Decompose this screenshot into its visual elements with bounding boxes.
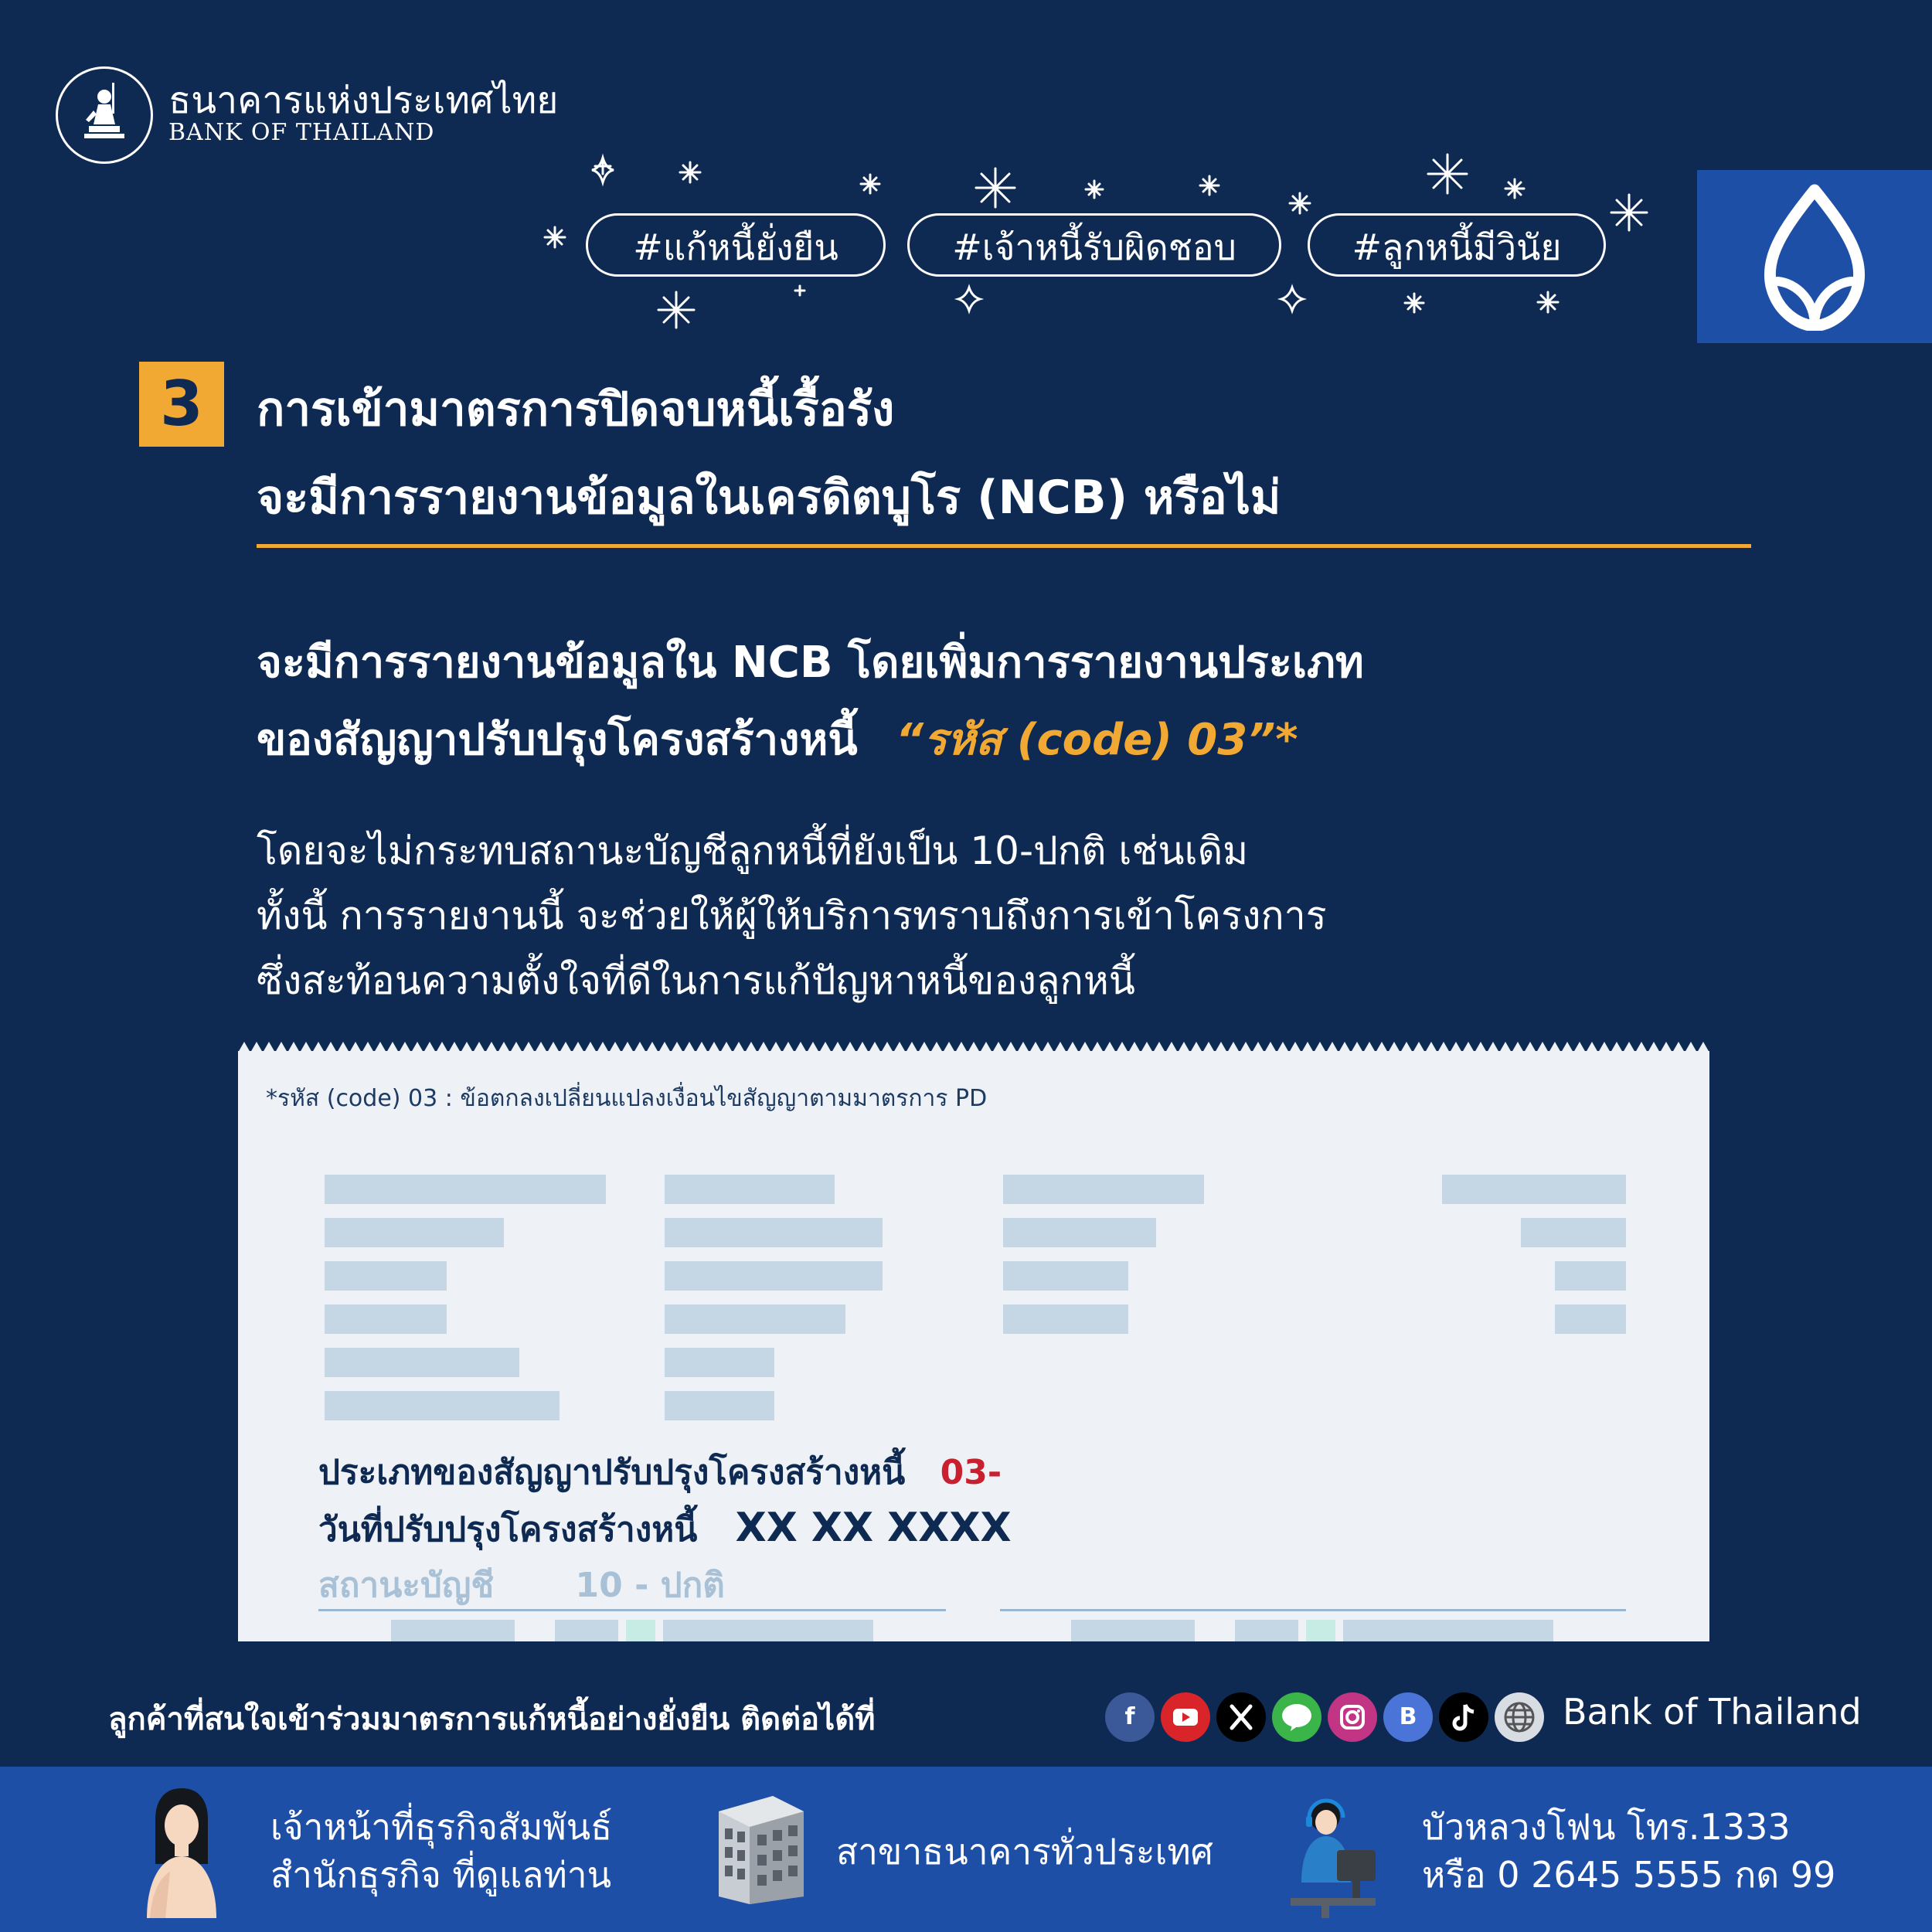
bank-building-icon [711,1788,811,1904]
placeholder-bar [325,1348,519,1377]
placeholder-bar [325,1175,606,1204]
placeholder-bar [1003,1261,1128,1291]
placeholder-bar [1306,1620,1335,1641]
placeholder-bar [663,1620,873,1641]
contract-type-value: 03- [940,1453,1002,1492]
question-title-line2: จะมีการรายงานข้อมูลในเครดิตบูโร (NCB) หรือไม่ [257,471,1281,525]
bank-brand-name: Bank of Thailand [1563,1691,1862,1733]
placeholder-bar [325,1391,560,1420]
account-status-row [318,1558,725,1612]
website-globe-icon[interactable] [1495,1692,1544,1742]
contract-type-row [318,1445,1002,1499]
document-divider [1000,1609,1626,1611]
answer-line2 [257,705,1298,774]
restructure-date-label: วันที่ปรับปรุงโครงสร้างหนี้ [318,1510,698,1549]
title-divider [257,544,1751,548]
body-text-line1: โดยจะไม่กระทบสถานะบัญชีลูกหนี้ที่ยังเป็น 10-ปกติ เช่นเดิม [257,828,1249,873]
contact-channels-footer [0,1767,1932,1932]
relationship-officer-icon [139,1781,224,1920]
org-name-thai: ธนาคารแห่งประเทศไทย [168,79,559,122]
placeholder-bar [665,1304,845,1334]
facebook-icon[interactable]: f [1105,1692,1155,1742]
placeholder-bar [1003,1304,1128,1334]
hashtag-sustainable-debt: #แก้หนี้ยั่งยืน [586,213,886,277]
question-number-badge: 3 [139,362,224,447]
placeholder-bar [325,1218,504,1247]
branches-text: สาขาธนาคารทั่วประเทศ [836,1831,1213,1872]
placeholder-bar [1003,1218,1156,1247]
officer-line2: สำนักธุรกิจ ที่ดูแลท่าน [270,1854,612,1896]
placeholder-bar [325,1261,447,1291]
restructure-date-value: XX XX XXXX [735,1505,1012,1551]
placeholder-bar [1003,1175,1204,1204]
youtube-icon[interactable] [1161,1692,1210,1742]
document-divider [318,1609,946,1611]
bank-of-thailand-seal-icon [56,66,153,164]
sparkle-stars-decoration [0,0,1932,355]
call-center-agent-icon [1283,1790,1383,1921]
placeholder-bar [626,1620,655,1641]
org-name-english: BANK OF THAILAND [168,119,435,146]
account-status-label: สถานะบัญชี [318,1566,495,1605]
call-center-line1: บัวหลวงโฟน โทร.1333 [1422,1806,1791,1848]
placeholder-bar [325,1304,447,1334]
account-status-value: 10 - ปกติ [575,1566,725,1605]
placeholder-bar [1555,1261,1626,1291]
placeholder-bar [1343,1620,1553,1641]
question-title-line1: การเข้ามาตรการปิดจบหนี้เรื้อรัง [257,383,895,437]
lotus-leaf-logo-icon [1759,184,1870,331]
placeholder-bar [391,1620,515,1641]
x-icon[interactable] [1216,1692,1266,1742]
body-text-line3: ซึ่งสะท้อนความตั้งใจที่ดีในการแก้ปัญหาหนี้ของลูกหนี้ [257,958,1135,1003]
code-03-highlight: “รหัส (code) 03”* [896,715,1298,765]
line-icon[interactable] [1272,1692,1321,1742]
placeholder-bar [1442,1175,1626,1204]
code-03-footnote: *รหัส (code) 03 : ข้อตกลงเปลี่ยนแปลงเงื่อนไขสัญญาตามมาตรการ PD [266,1085,988,1112]
body-text-line2: ทั้งนี้ การรายงานนี้ จะช่วยให้ผู้ให้บริการทราบถึงการเข้าโครงการ [257,893,1327,938]
instagram-icon[interactable] [1328,1692,1377,1742]
hashtag-disciplined-debtor: #ลูกหนี้มีวินัย [1308,213,1606,277]
placeholder-bar [665,1261,883,1291]
placeholder-bar [665,1348,774,1377]
placeholder-bar [555,1620,618,1641]
placeholder-bar [1521,1218,1626,1247]
placeholder-bar [1071,1620,1195,1641]
placeholder-bar [1235,1620,1298,1641]
answer-line2-text: ของสัญญาปรับปรุงโครงสร้างหนี้ [257,715,858,765]
partner-logo-panel [1697,170,1932,343]
hashtag-responsible-creditor: #เจ้าหนี้รับผิดชอบ [907,213,1281,277]
contact-heading: ลูกค้าที่สนใจเข้าร่วมมาตรการแก้หนี้อย่างยั่งยืน ติดต่อได้ที่ [108,1702,876,1737]
ncb-report-document [238,1051,1709,1641]
placeholder-bar [1555,1304,1626,1334]
placeholder-bar [665,1175,835,1204]
placeholder-bar [665,1391,774,1420]
tiktok-icon[interactable] [1439,1692,1488,1742]
placeholder-bar [665,1218,883,1247]
officer-line1: เจ้าหน้าที่ธุรกิจสัมพันธ์ [270,1806,613,1848]
call-center-line2: หรือ 0 2645 5555 กด 99 [1422,1854,1836,1896]
blockdit-icon[interactable]: B [1383,1692,1433,1742]
contract-type-label: ประเภทของสัญญาปรับปรุงโครงสร้างหนี้ [318,1453,906,1492]
answer-line1: จะมีการรายงานข้อมูลใน NCB โดยเพิ่มการรายงานประเภท [257,638,1364,688]
restructure-date-row [318,1502,1012,1556]
